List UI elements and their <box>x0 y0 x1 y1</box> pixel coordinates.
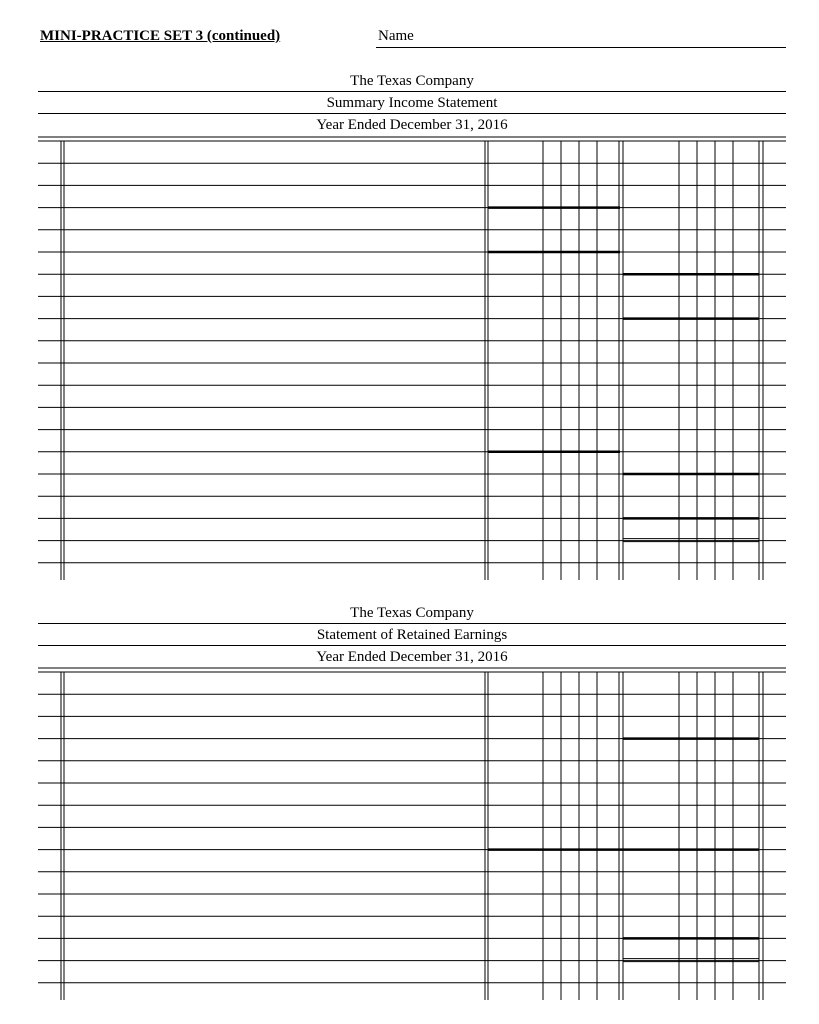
statement-title: Summary Income Statement <box>326 95 498 111</box>
company-name: The Texas Company <box>350 605 474 621</box>
statement-period: Year Ended December 31, 2016 <box>316 649 508 665</box>
name-label: Name <box>378 28 414 44</box>
company-name: The Texas Company <box>350 73 474 89</box>
statement-period: Year Ended December 31, 2016 <box>316 117 508 133</box>
statement-title: Statement of Retained Earnings <box>316 627 508 643</box>
set-title: MINI-PRACTICE SET 3 (continued) <box>40 28 281 44</box>
